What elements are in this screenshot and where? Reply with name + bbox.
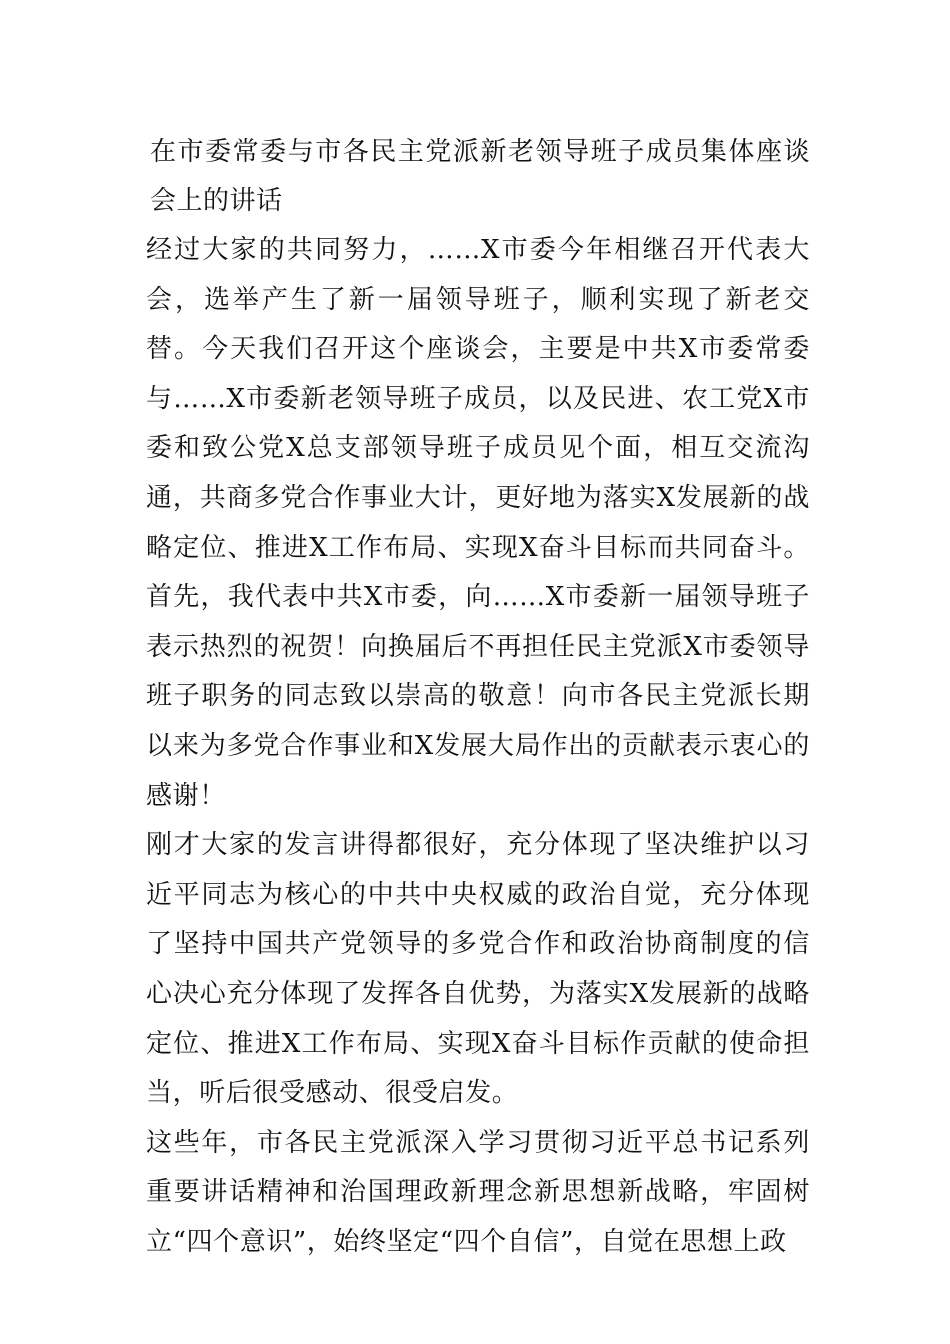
- paragraph-2: 刚才大家的发言讲得都很好，充分体现了坚决维护以习近平同志为核心的中共中央权威的政治自觉，充分体现了坚持中国共产党领导的多党合作和政治协商制度的信心决心充分体现了发挥各自优势，为落实X发展新的战略定位、推进X工作布局、实现X奋斗目标作贡献的使命担当，听后很受感动、很受启发。: [146, 830, 810, 1109]
- paragraph-3: 这些年，市各民主党派深入学习贯彻习近平总书记系列重要讲话精神和治国理政新理念新思想新战略，牢固树立“四个意识”，始终坚定“四个自信”，自觉在思想上政: [146, 1127, 810, 1257]
- paragraph-1: 经过大家的共同努力，……X市委今年相继召开代表大会，选举产生了新一届领导班子，顺利实现了新老交替。今天我们召开这个座谈会，主要是中共X市委常委与……X市委新老领导班子成员，以及民进、农工党X市委和致公党X总支部领导班子成员见个面，相互交流沟通，共商多党合作事业大计，更好地为落实X发展新的战略定位、推进X工作布局、实现X奋斗目标而共同奋斗。首先，我代表中共X市委，向……X市委新一届领导班子表示热烈的祝贺！向换届后不再担任民主党派X市委领导班子职务的同志致以崇高的敬意！向市各民主党派长期以来为多党合作事业和X发展大局作出的贡献表示衷心的感谢！: [146, 235, 810, 811]
- document-page: [146, 128, 810, 1267]
- document-title: 在市委常委与市各民主党派新老领导班子成员集体座谈会上的讲话: [150, 137, 810, 216]
